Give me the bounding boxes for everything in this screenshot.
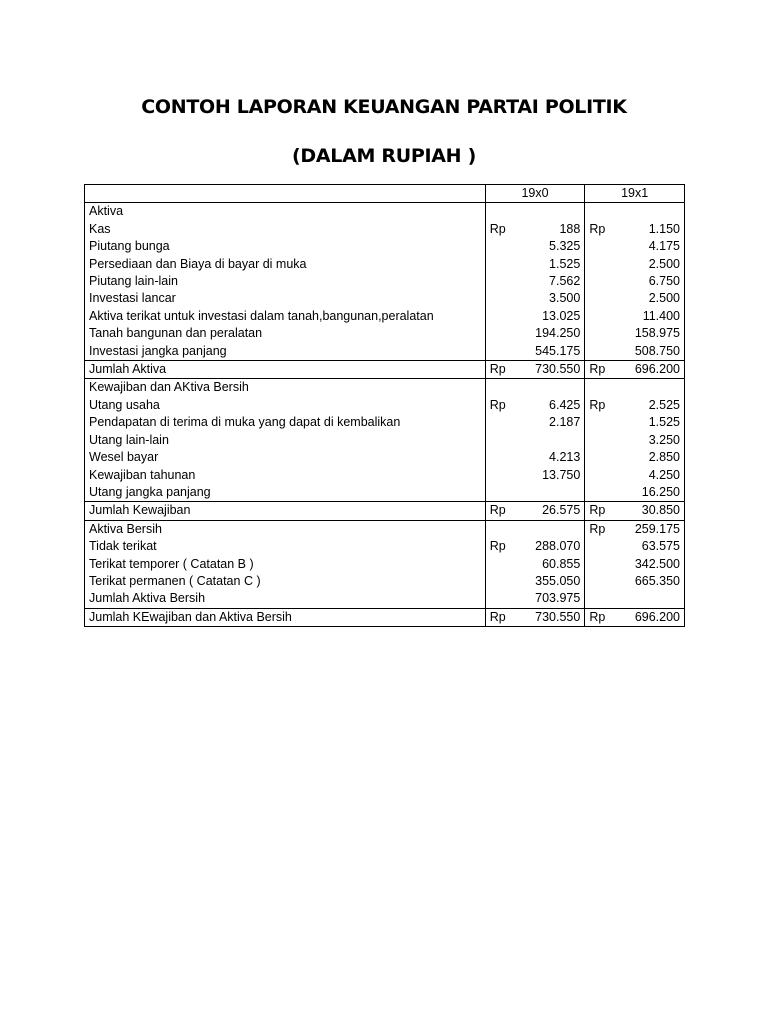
- currency-19x1: [585, 325, 615, 342]
- currency-19x1: [585, 467, 615, 484]
- row-label: Kewajiban tahunan: [85, 467, 486, 484]
- value-19x0: 6.425: [516, 397, 585, 414]
- value-19x1: [615, 590, 684, 608]
- currency-19x1: [585, 432, 615, 449]
- table-row: [85, 573, 685, 590]
- value-19x1: [615, 203, 684, 221]
- table-row: [85, 221, 685, 238]
- table-row: [85, 538, 685, 555]
- currency-19x1: [585, 343, 615, 361]
- currency-19x1: [585, 290, 615, 307]
- row-label: Jumlah Aktiva Bersih: [85, 590, 486, 608]
- value-19x0: 730.550: [516, 361, 585, 379]
- currency-19x0: [485, 467, 515, 484]
- row-label: Aktiva: [85, 203, 486, 221]
- report-title: CONTOH LAPORAN KEUANGAN PARTAI POLITIK: [141, 96, 627, 118]
- currency-19x0: [485, 290, 515, 307]
- row-label: Piutang lain-lain: [85, 273, 486, 290]
- table-row: [85, 379, 685, 397]
- currency-19x1: [585, 538, 615, 555]
- currency-19x0: [485, 414, 515, 431]
- currency-19x0: [485, 308, 515, 325]
- currency-19x0: Rp: [485, 361, 515, 379]
- value-19x0: 288.070: [516, 538, 585, 555]
- table-row: [85, 290, 685, 307]
- value-19x0: 3.500: [516, 290, 585, 307]
- row-label: Terikat permanen ( Catatan C ): [85, 573, 486, 590]
- currency-19x0: [485, 273, 515, 290]
- table-row: [85, 449, 685, 466]
- currency-19x1: [585, 449, 615, 466]
- value-19x1: 63.575: [615, 538, 684, 555]
- row-label: Piutang bunga: [85, 238, 486, 255]
- table-row: [85, 502, 685, 520]
- table-row: [85, 256, 685, 273]
- currency-19x0: [485, 573, 515, 590]
- value-19x1: 696.200: [615, 361, 684, 379]
- currency-19x0: [485, 484, 515, 502]
- table-row: [85, 590, 685, 608]
- financial-report-table: [84, 184, 685, 627]
- value-19x0: 2.187: [516, 414, 585, 431]
- currency-19x1: [585, 414, 615, 431]
- currency-19x1: [585, 256, 615, 273]
- value-19x0: 355.050: [516, 573, 585, 590]
- value-19x0: [516, 379, 585, 397]
- currency-19x1: [585, 484, 615, 502]
- value-19x0: [516, 520, 585, 538]
- currency-19x0: [485, 203, 515, 221]
- value-19x0: 5.325: [516, 238, 585, 255]
- currency-19x1: [585, 556, 615, 573]
- row-label: Utang jangka panjang: [85, 484, 486, 502]
- table-row: [85, 484, 685, 502]
- value-19x0: 26.575: [516, 502, 585, 520]
- currency-19x0: [485, 325, 515, 342]
- currency-19x0: Rp: [489, 397, 506, 412]
- row-label: Investasi lancar: [85, 290, 486, 307]
- value-19x0: [516, 203, 585, 221]
- value-19x1: [615, 379, 684, 397]
- currency-19x0: [485, 379, 515, 397]
- table-row: [85, 397, 685, 414]
- currency-19x0: [485, 556, 515, 573]
- table-header-row: [85, 185, 685, 203]
- currency-19x0: [485, 590, 515, 608]
- row-label: Kas: [85, 221, 486, 238]
- row-label: Jumlah KEwajiban dan Aktiva Bersih: [85, 608, 486, 626]
- value-19x1: 1.525: [615, 414, 684, 431]
- currency-19x0: [485, 449, 515, 466]
- value-19x0: [516, 432, 585, 449]
- value-19x1: 158.975: [615, 325, 684, 342]
- currency-19x1: Rp: [585, 520, 615, 538]
- table-row: [85, 308, 685, 325]
- currency-19x0: Rp: [489, 221, 506, 236]
- row-label: Jumlah Aktiva: [85, 361, 486, 379]
- value-19x1: 4.250: [615, 467, 684, 484]
- currency-19x1: Rp: [585, 502, 615, 520]
- row-label: Utang lain-lain: [85, 432, 486, 449]
- row-label: Terikat temporer ( Catatan B ): [85, 556, 486, 573]
- value-19x0: 7.562: [516, 273, 585, 290]
- currency-19x0: [485, 238, 515, 255]
- row-label: Persediaan dan Biaya di bayar di muka: [85, 256, 486, 273]
- value-19x0: 194.250: [516, 325, 585, 342]
- table-row: [85, 343, 685, 361]
- value-19x1: 2.850: [615, 449, 684, 466]
- currency-19x1: [585, 308, 615, 325]
- currency-19x1: Rp: [589, 397, 606, 412]
- value-19x0: 60.855: [516, 556, 585, 573]
- row-label: Kewajiban dan AKtiva Bersih: [85, 379, 486, 397]
- currency-19x0: [485, 520, 515, 538]
- value-19x1: 1.150: [615, 221, 684, 238]
- currency-19x1: [585, 590, 615, 608]
- row-label: Aktiva Bersih: [85, 520, 486, 538]
- value-19x1: 30.850: [615, 502, 684, 520]
- table-row: [85, 361, 685, 379]
- table-row: [85, 273, 685, 290]
- currency-19x1: [585, 273, 615, 290]
- value-19x0: 188: [516, 221, 585, 238]
- row-label: Wesel bayar: [85, 449, 486, 466]
- currency-19x1: Rp: [585, 361, 615, 379]
- value-19x1: 4.175: [615, 238, 684, 255]
- table-row: [85, 520, 685, 538]
- table-row: [85, 467, 685, 484]
- currency-19x0: [485, 343, 515, 361]
- value-19x1: 508.750: [615, 343, 684, 361]
- currency-19x1: [585, 573, 615, 590]
- value-19x0: 1.525: [516, 256, 585, 273]
- column-header-19x1: 19x1: [585, 185, 685, 203]
- currency-19x0: Rp: [485, 608, 515, 626]
- table-row: [85, 203, 685, 221]
- row-label: Tidak terikat: [85, 538, 486, 555]
- value-19x1: 696.200: [615, 608, 684, 626]
- value-19x0: 545.175: [516, 343, 585, 361]
- currency-19x0: Rp: [485, 502, 515, 520]
- value-19x0: 703.975: [516, 590, 585, 608]
- currency-19x1: [585, 379, 615, 397]
- value-19x1: 259.175: [615, 520, 684, 538]
- table-row: [85, 238, 685, 255]
- value-19x0: 13.025: [516, 308, 585, 325]
- table-row: [85, 556, 685, 573]
- row-label: Investasi jangka panjang: [85, 343, 486, 361]
- row-label: Aktiva terikat untuk investasi dalam tanah,bangunan,peralatan: [85, 308, 486, 325]
- row-label: Utang usaha: [85, 397, 486, 414]
- value-19x1: 665.350: [615, 573, 684, 590]
- currency-19x0: [485, 256, 515, 273]
- value-19x1: 342.500: [615, 556, 684, 573]
- header-blank-cell: [85, 185, 486, 203]
- value-19x1: 3.250: [615, 432, 684, 449]
- currency-19x1: Rp: [589, 221, 606, 236]
- value-19x1: 11.400: [615, 308, 684, 325]
- table-row: [85, 414, 685, 431]
- currency-19x0: [485, 432, 515, 449]
- value-19x0: 4.213: [516, 449, 585, 466]
- table-row: [85, 608, 685, 626]
- currency-19x1: Rp: [585, 608, 615, 626]
- value-19x0: [516, 484, 585, 502]
- value-19x0: 730.550: [516, 608, 585, 626]
- row-label: Tanah bangunan dan peralatan: [85, 325, 486, 342]
- report-subtitle: (DALAM RUPIAH ): [292, 145, 476, 167]
- value-19x1: 2.500: [615, 290, 684, 307]
- currency-19x1: [585, 203, 615, 221]
- column-header-19x0: 19x0: [485, 185, 585, 203]
- value-19x1: 2.525: [615, 397, 684, 414]
- currency-19x1: [585, 238, 615, 255]
- value-19x0: 13.750: [516, 467, 585, 484]
- row-label: Jumlah Kewajiban: [85, 502, 486, 520]
- currency-19x0: Rp: [489, 539, 506, 554]
- row-label: Pendapatan di terima di muka yang dapat di kembalikan: [85, 414, 486, 431]
- value-19x1: 2.500: [615, 256, 684, 273]
- value-19x1: 6.750: [615, 273, 684, 290]
- value-19x1: 16.250: [615, 484, 684, 502]
- table-row: [85, 432, 685, 449]
- table-row: [85, 325, 685, 342]
